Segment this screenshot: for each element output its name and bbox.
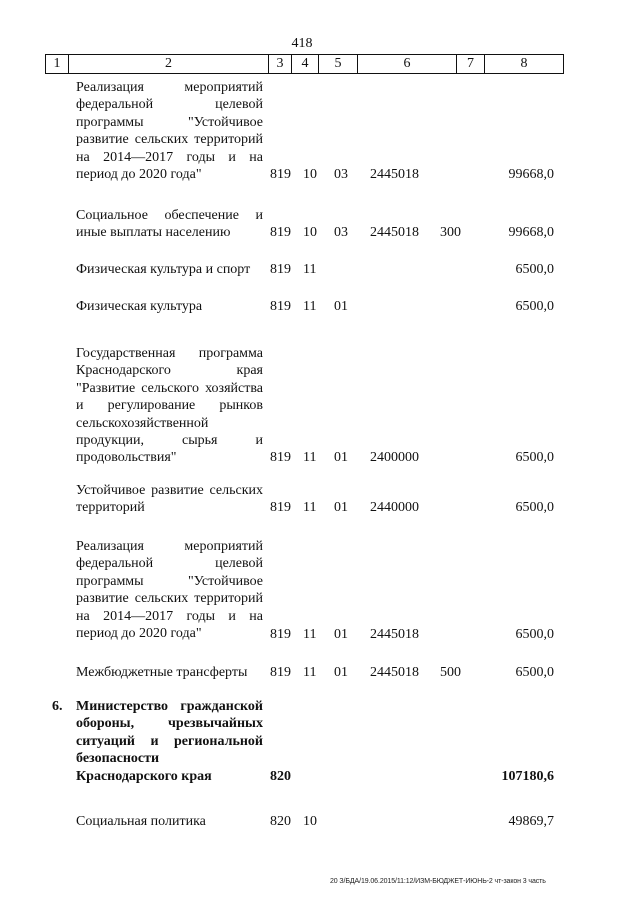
document-footer: 20 З/БДА/19.06.2015/11:12/ИЗМ-БЮДЖЕТ-ИЮНЬ-2 чт-закон 3 часть [330,878,546,885]
row-name: Министерство гражданской обороны, чрезвычайных ситуаций и региональной безопасности Краснодарского края [76,699,263,784]
col-6-value: 2445018 [370,665,419,680]
table-row [0,813,640,843]
col-8-value: 6500,0 [515,627,554,642]
header-col-4: 4 [292,55,319,74]
col-8-value: 6500,0 [515,262,554,277]
col-4-value: 11 [303,627,317,642]
header-col-8: 8 [485,55,564,74]
col-8-value: 6500,0 [515,450,554,465]
header-col-5: 5 [319,55,358,74]
col-4-value: 11 [303,665,317,680]
row-name: Межбюджетные трансферты [76,665,248,680]
col-4-value: 11 [303,500,317,515]
col-8-value: 49869,7 [508,814,554,829]
header-col-3: 3 [269,55,292,74]
col-3-value: 820 [270,814,291,829]
table-row [0,698,640,813]
col-3-value: 819 [270,665,291,680]
table-row [0,482,640,538]
col-3-value: 819 [270,225,291,240]
col-7-value: 500 [440,665,461,680]
header-col-7: 7 [457,55,485,74]
col-8-value: 99668,0 [508,225,554,240]
row-name: Физическая культура и спорт [76,262,251,277]
row-name: Социальное обеспечение и иные выплаты населению [76,208,263,241]
col-4-value: 10 [303,167,317,182]
col-6-value: 2445018 [370,167,419,182]
row-name: Устойчивое развитие сельских территорий [76,483,263,516]
row-name: Физическая культура [76,299,203,314]
table-row [0,298,640,345]
col-8-value: 6500,0 [515,299,554,314]
table-row [0,79,640,207]
column-number-header [45,54,564,74]
col-3-value: 819 [270,167,291,182]
col-5-value: 03 [334,167,348,182]
row-name: Государственная программа Краснодарского края "Развитие сельского хозяйства и регулирование рынков сельскохозяйственной продукции, сырья и продовольствия" [76,346,263,466]
col-5-value: 01 [334,627,348,642]
col-6-value: 2445018 [370,627,419,642]
section-number: 6. [52,699,63,714]
col-6-value: 2400000 [370,450,419,465]
col-5-value: 03 [334,225,348,240]
row-name: Реализация мероприятий федеральной целевой программы "Устойчивое развитие сельских территорий на 2014—2017 годы и на период до 2020 года" [76,539,263,642]
col-8-value: 6500,0 [515,665,554,680]
col-5-value: 01 [334,299,348,314]
col-4-value: 10 [303,225,317,240]
row-name: Социальная политика [76,814,206,829]
col-4-value: 11 [303,450,317,465]
col-3-value: 819 [270,262,291,277]
col-6-value: 2445018 [370,225,419,240]
page-number: 418 [291,36,313,51]
col-4-value: 11 [303,299,317,314]
budget-table-body [0,79,640,843]
table-row [0,345,640,482]
col-7-value: 300 [440,225,461,240]
col-5-value: 01 [334,665,348,680]
header-col-2: 2 [69,55,269,74]
row-name: Реализация мероприятий федеральной целевой программы "Устойчивое развитие сельских территорий на 2014—2017 годы и на период до 2020 года" [76,80,263,183]
col-4-value: 10 [303,814,317,829]
col-6-value: 2440000 [370,500,419,515]
col-3-value: 820 [270,769,291,784]
col-4-value: 11 [303,262,317,277]
col-5-value: 01 [334,500,348,515]
table-row [0,538,640,664]
table-row [0,207,640,261]
table-row [0,664,640,698]
col-8-value: 107180,6 [501,769,554,784]
table-row [0,261,640,298]
col-3-value: 819 [270,450,291,465]
col-3-value: 819 [270,500,291,515]
col-3-value: 819 [270,627,291,642]
header-col-1: 1 [46,55,69,74]
col-3-value: 819 [270,299,291,314]
col-8-value: 6500,0 [515,500,554,515]
header-col-6: 6 [358,55,457,74]
col-8-value: 99668,0 [508,167,554,182]
col-5-value: 01 [334,450,348,465]
